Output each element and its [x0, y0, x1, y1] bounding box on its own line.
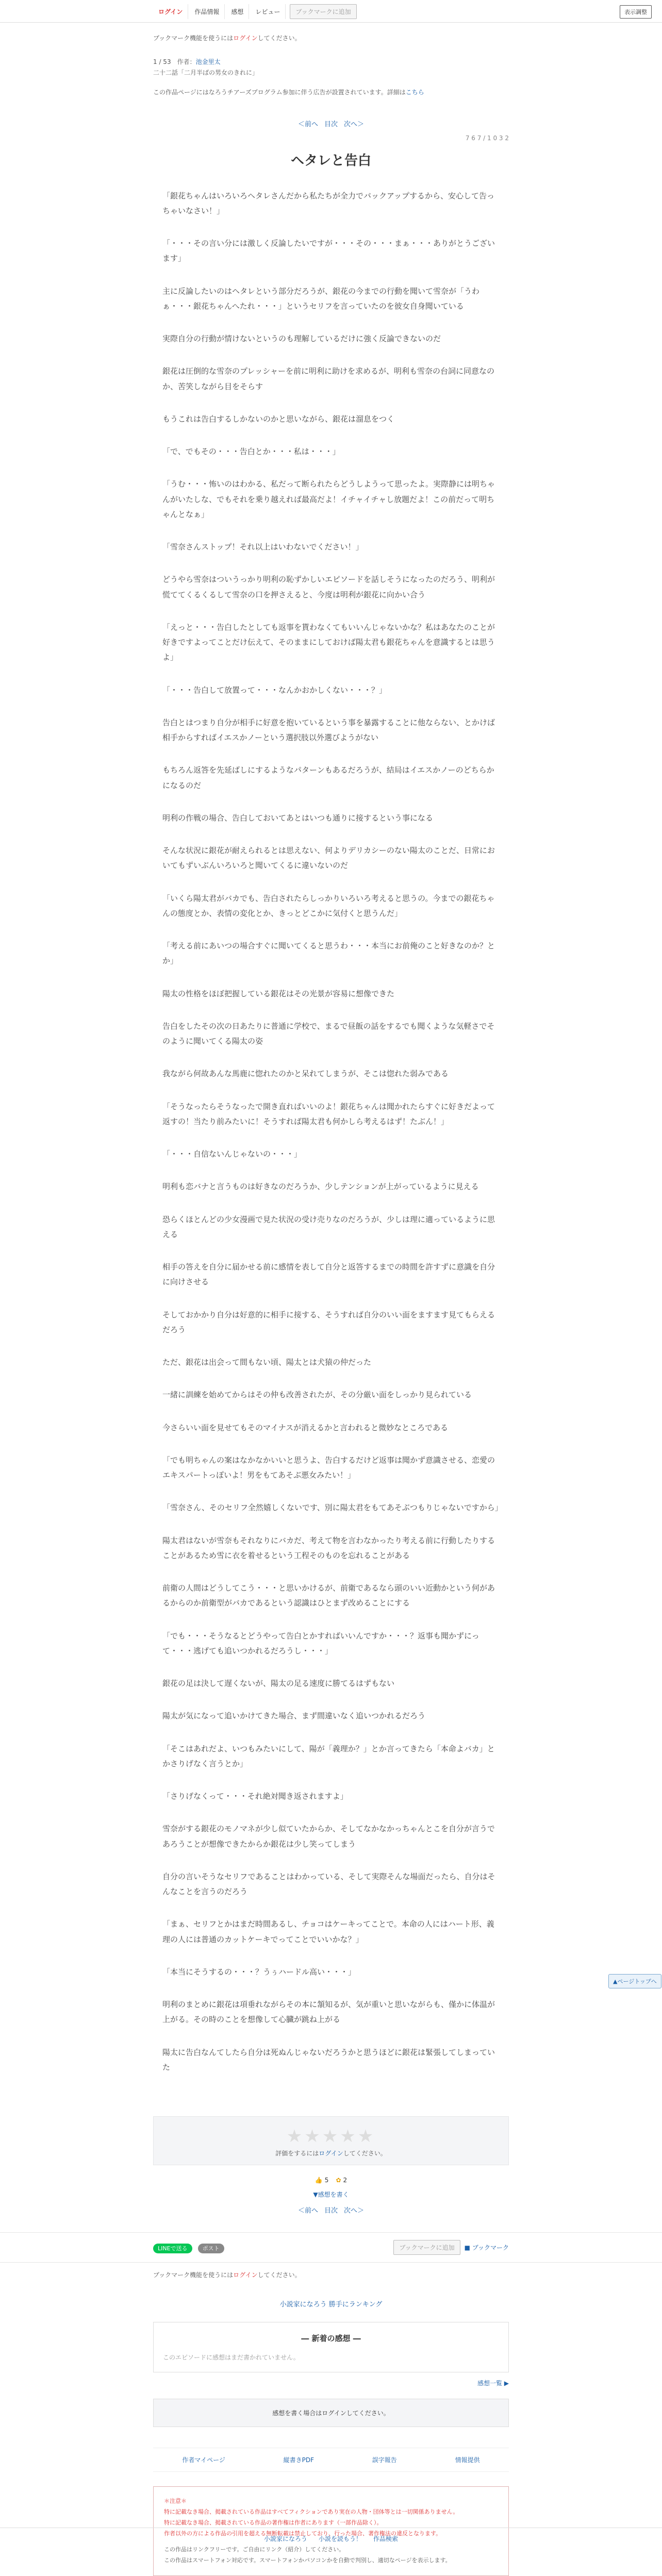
- body-paragraph: 恐らくほとんどの少女漫画で見た状況の受け売りなのだろうが、少しは理に適っているように思える: [162, 1214, 495, 1239]
- no-impressions-text: このエピソードに感想はまだ書かれていません。: [163, 2354, 300, 2362]
- display-settings-button[interactable]: 表示調整: [620, 5, 652, 19]
- flower-icon: ✿: [336, 2177, 341, 2184]
- body-paragraph: 一緒に訓練を始めてからはその仲も改善されたが、その分厳い面をしっかり見られている: [162, 1390, 472, 1400]
- narou-link[interactable]: 小説家になろう: [263, 2535, 307, 2542]
- author-link[interactable]: 池金里太: [195, 58, 221, 66]
- index-link-bottom[interactable]: 目次: [324, 2207, 338, 2215]
- prev-link-bottom[interactable]: ＜前へ: [297, 2207, 318, 2215]
- ad-notice-link[interactable]: こちら: [405, 89, 424, 96]
- page-top-button[interactable]: ▲ページトップへ: [608, 1974, 661, 1988]
- good-reaction[interactable]: 👍 5: [315, 2177, 329, 2184]
- body-paragraph: 「まぁ、セリフとかはまだ時間あるし、チョコはケーキってことで。本命の人にはハート形、義理の人には普通のカットケーキでってことでいいかな？」: [162, 1919, 494, 1944]
- body-paragraph: 「考える前にあいつの場合すぐに聞いてくると思うわ・・・本当にお前俺のこと好きなのか？とか」: [162, 941, 495, 966]
- body-paragraph: そんな状況に銀花が耐えられるとは思えない、何よりデリカシーのない陽太のことだ、日常においてもずいぶんいろいろと聞いてくるに違いないのだ: [162, 846, 495, 871]
- ranking-link[interactable]: 小説家になろう 勝手にランキング: [279, 2301, 383, 2309]
- eval-login-link[interactable]: ログイン: [319, 2150, 343, 2157]
- work-info-link[interactable]: 作品情報: [189, 4, 225, 19]
- bookmark-login-notice-bottom: ブックマーク機能を使うにはログインしてください。: [153, 2271, 301, 2279]
- body-paragraph: 「さりげなくって・・・それ絶対聞き返されますよ」: [162, 1792, 348, 1801]
- body-paragraph: 実際自分の行動が情けないというのも理解しているだけに強く反論できないのだ: [162, 334, 441, 344]
- prev-link[interactable]: ＜前へ: [297, 120, 318, 128]
- body-paragraph: 「でも・・・そうなるとどうやって告白とかすればいいんですか・・・？返事も聞かずにって・・・逃げても追いつかれるだろうし・・・」: [162, 1631, 479, 1655]
- body-paragraph: 「そうなったらそうなったで開き直ればいいのよ！銀花ちゃんは聞かれたらすぐに好きだよって返すの！当たり前みたいに！そうすれば陽太君も何かしら考えるはず！たぶん！」: [162, 1101, 495, 1126]
- body-paragraph: 陽太の性格をほぼ把握している銀花はその光景が容易に想像できた: [162, 989, 395, 998]
- body-paragraph: 主に反論したいのはヘタレという部分だろうが、銀花の今までの行動を聞いて雪奈が「うわぁ・・・銀花ちゃんへたれ・・・」というセリフを言っていたのを彼女自身聞いている: [162, 286, 480, 311]
- copyright-notice: ＊注意＊ 特に記載なき場合、掲載されている作品はすべてフィクションであり実在の人物・団体等とは一切関係ありません。 特に記載なき場合、掲載されている作品の著作権は作者にあります（一部作品除く）。 作者以外の方による作品の引用を超える無断転載は禁止しており、行った場合、著作権法の違反となります。 この作品はリンクフリーです。ご自由にリンク（紹介）してください。 この作品はスマートフォン対応です。スマートフォンかパソコンかを自動で判別し、適切なページを表示します。: [153, 2486, 509, 2575]
- body-paragraph: もちろん返答を先延ばしにするようなパターンもあるだろうが、結局はイエスかノーのどちらかになるのだ: [162, 765, 494, 790]
- body-paragraph: 「で、でもその・・・告白とか・・・私は・・・」: [162, 447, 340, 457]
- body-paragraph: 「銀花ちゃんはいろいろヘタレさんだから私たちが全力でバックアップするから、安心して告っちゃいなさい！」: [162, 191, 494, 215]
- new-impressions-heading: ― 新着の感想 ―: [301, 2334, 361, 2344]
- bookmark-button[interactable]: ブックマークに追加: [290, 4, 356, 19]
- body-paragraph: もうこれは告白するしかないのかと思いながら、銀花は溜息をつく: [162, 414, 395, 424]
- line-share-button[interactable]: LINEで送る: [153, 2244, 192, 2253]
- new-impressions-box: [153, 2322, 509, 2372]
- body-paragraph: 「雪奈さん、そのセリフ全然嬉しくないです、別に陽太君をもてあそぶつもりじゃないですから」: [162, 1503, 503, 1513]
- footer-nav: [153, 2448, 509, 2472]
- next-link-bottom[interactable]: 次へ＞: [344, 2207, 365, 2215]
- thumbs-up-icon: 👍: [315, 2177, 323, 2184]
- body-paragraph: そしておかかり自分は好意的に相手に接する、そうすれば自分のいい面をますます見てもらえるだろう: [162, 1310, 495, 1334]
- body-paragraph: 自分の言いそうなセリフであることはわかっている、そして実際そんな場面だったら、自分はそんなことを言うのだろう: [162, 1871, 495, 1897]
- top-navbar: [0, 0, 662, 23]
- body-paragraph: 「・・・告白して放置って・・・なんかおかしくない・・・？」: [162, 685, 387, 695]
- bookmark-icon: ■: [464, 2244, 470, 2252]
- reactions: [153, 2177, 509, 2184]
- share-bar: [0, 2232, 662, 2263]
- hundred-reaction[interactable]: ✿ 2: [336, 2177, 347, 2184]
- evaluation-box: ★★★★★ 評価をするにはログインしてください。: [153, 2116, 509, 2165]
- body-paragraph: 今さらいい面を見せてもそのマイナスが消えるかと言われると微妙なところである: [162, 1423, 448, 1432]
- body-paragraph: 告白をしたその次の日あたりに普通に学校で、まるで昼飯の話をするでも聞くような気軽さでそのように聞いてくる陽太の姿: [162, 1021, 495, 1046]
- body-paragraph: 銀花は圧倒的な雪奈のプレッシャーを前に明利に助けを求めるが、明利も雪奈の台詞に同意なのか、苦笑しながら目をそらす: [162, 366, 494, 391]
- bookmark-button-bottom[interactable]: ブックマークに追加: [393, 2240, 460, 2255]
- author-mypage-link[interactable]: 作者マイページ: [182, 2456, 225, 2464]
- body-paragraph: 告白とはつまり自分が相手に好意を抱いているという事を暴露することに他ならない、とかけば相手からすればイエスかノーという選択肢以外選びようがない: [162, 717, 495, 743]
- body-paragraph: 「そこはあれだよ、いつもみたいにして、陽が「義理か？」とか言ってきたら「本命よバカ」とかさりげなく言うとか」: [162, 1744, 495, 1768]
- chapter-title: ヘタレと告白: [290, 153, 371, 169]
- body-paragraph: 「いくら陽太君がバカでも、告白されたらしっかりいろいろ考えると思うの。今までの銀花ちゃんの態度とか、表情の変化とか、きっとどこかに気付くと思うんだ」: [162, 893, 495, 918]
- body-paragraph: ただ、銀花は出会って間もない頃、陽太とは犬猿の仲だった: [162, 1358, 372, 1367]
- typo-report-link[interactable]: 誤字報告: [372, 2456, 397, 2464]
- rating-stars[interactable]: ★★★★★: [286, 2126, 376, 2147]
- body-paragraph: 「雪奈さんストップ！それ以上はいわないでください！」: [162, 542, 363, 552]
- impressions-list-link[interactable]: 感想一覧 ▶: [477, 2380, 509, 2387]
- body-paragraph: 我ながら何故あんな馬鹿に惚れたのかと呆れてしまうが、そこは惚れた弱みである: [162, 1069, 449, 1079]
- yomou-link[interactable]: 小説を読もう！: [318, 2535, 362, 2542]
- info-provide-link[interactable]: 情報提供: [455, 2456, 480, 2464]
- body-paragraph: 陽太君はないが雪奈もそれなりにバカだ、考えて物を言わなかったり考える前に行動したりすることがあるため雪に衣を着せるという工程そのものを忘れることがある: [162, 1535, 495, 1560]
- body-paragraph: 「うむ・・・怖いのはわかる、私だって断られたらどうしようって思ったよ。実際静には明ちゃんがいたしな、でもそれを乗り越えれば最高だよ！イチャイチャし放題だよ！この前だって明ちゃんとなぁ」: [162, 479, 495, 519]
- body-paragraph: 「本当にそうするの・・・？うぅハードル高い・・・」: [162, 1967, 356, 1977]
- body-paragraph: 「・・・その言い分には激しく反論したいですが・・・その・・・まぁ・・・ありがとうございます」: [162, 239, 495, 263]
- chapter-number: 7 6 7 / 1 0 3 2: [465, 134, 509, 142]
- next-link[interactable]: 次へ＞: [344, 120, 365, 128]
- search-link[interactable]: 作品検索: [373, 2535, 399, 2542]
- impressions-link[interactable]: 感想: [226, 4, 249, 19]
- body-paragraph: 陽太に告白なんてしたら自分は死ぬんじゃないだろうかと思うほどに銀花は緊張してしまっていた: [162, 2047, 495, 2072]
- novel-body: [153, 189, 509, 2076]
- post-share-button[interactable]: ポスト: [198, 2244, 224, 2253]
- body-paragraph: 明利も恋バナと言うものは好きなのだろうか、少しテンションが上がっているように見える: [162, 1182, 479, 1192]
- index-link[interactable]: 目次: [324, 120, 338, 128]
- body-paragraph: 「でも明ちゃんの案はなかなかいいと思うよ、告白するだけど返事は聞かず意識させる、恋愛のエキスパートっぽいよ！男をもてあそぶ悪女みたい！」: [162, 1455, 495, 1480]
- login-link[interactable]: ログイン: [153, 4, 188, 19]
- body-paragraph: 銀花の足は決して遅くないが、陽太の足る速度に勝てるはずもない: [162, 1679, 395, 1688]
- body-paragraph: 前衛の人間はどうしてこう・・・と思いかけるが、前衛であるなら頭のいい近動かという何があるからのか前衛型がバカであるという認識はひとまず改めることにする: [162, 1583, 495, 1608]
- body-paragraph: 雪奈がする銀花のモノマネが少し似ていたからか、そしてなかなかっちゃんとこを自分が言うであろうことが想像できたからか銀花は少し笑ってしまう: [162, 1824, 495, 1849]
- body-paragraph: 明利のまとめに銀花は項垂れながらその本に頷知るが、気が重いと思いながらも、僅かに体温が上がる。その時のことを想像して心臓が跳ね上がる: [162, 2000, 495, 2025]
- bottom-pager: [153, 2205, 509, 2215]
- notice-login-link-bottom[interactable]: ログイン: [233, 2271, 258, 2279]
- notice-login-link[interactable]: ログイン: [233, 35, 258, 42]
- review-link[interactable]: レビュー: [250, 4, 286, 19]
- ad-notice: この作品ページにはなろうチアーズプログラム参加に伴う広告が設置されています。詳細はこちら: [153, 89, 424, 96]
- body-paragraph: 「えっと・・・告白したとしても返事を貰わなくてもいいんじゃないかな？私はあなたのことが好きですよってことだけ伝えて、そのままにしておけば陽太君も銀花ちゃんを意識するとは思うよ」: [162, 622, 495, 662]
- chapter-group-title: 二十二話「二月半ばの男女のきれに」: [153, 69, 259, 76]
- bookmark-link[interactable]: ■ ブックマーク: [464, 2244, 509, 2252]
- vertical-pdf-link[interactable]: 縦書きPDF: [283, 2456, 315, 2464]
- body-paragraph: どうやら雪奈はついうっかり明利の恥ずかしいエピソードを話しそうになったのだろう、明利が慌ててくるくるして雪奈の口を押さえると、今度は明利が銀花に向かい合う: [162, 575, 495, 599]
- bookmark-login-notice: ブックマーク機能を使うにはログインしてください。: [153, 35, 301, 42]
- write-impression-link[interactable]: ▼感想を書く: [313, 2191, 349, 2199]
- top-pager: [153, 119, 509, 128]
- body-paragraph: 相手の答えを自分に届かせる前に感情を表して自分と返答するまでの時間を許すずに意識を自分に向けさせる: [162, 1262, 495, 1287]
- body-paragraph: 「・・・自信ないんじゃないの・・・」: [162, 1149, 302, 1159]
- body-paragraph: 陽太が気になって追いかけてきた場合、まず間違いなく追いつかれるだろう: [162, 1711, 426, 1721]
- body-paragraph: 明利の作戦の場合、告白しておいてあとはいつも通りに接するという事になる: [162, 813, 434, 823]
- write-impression-login: 感想を書く場合はログインしてください。: [153, 2399, 509, 2427]
- site-footer: [0, 2528, 662, 2549]
- breadcrumb: 1 / 53 作者：池金里太 二十二話「二月半ばの男女のきれに」: [153, 57, 509, 78]
